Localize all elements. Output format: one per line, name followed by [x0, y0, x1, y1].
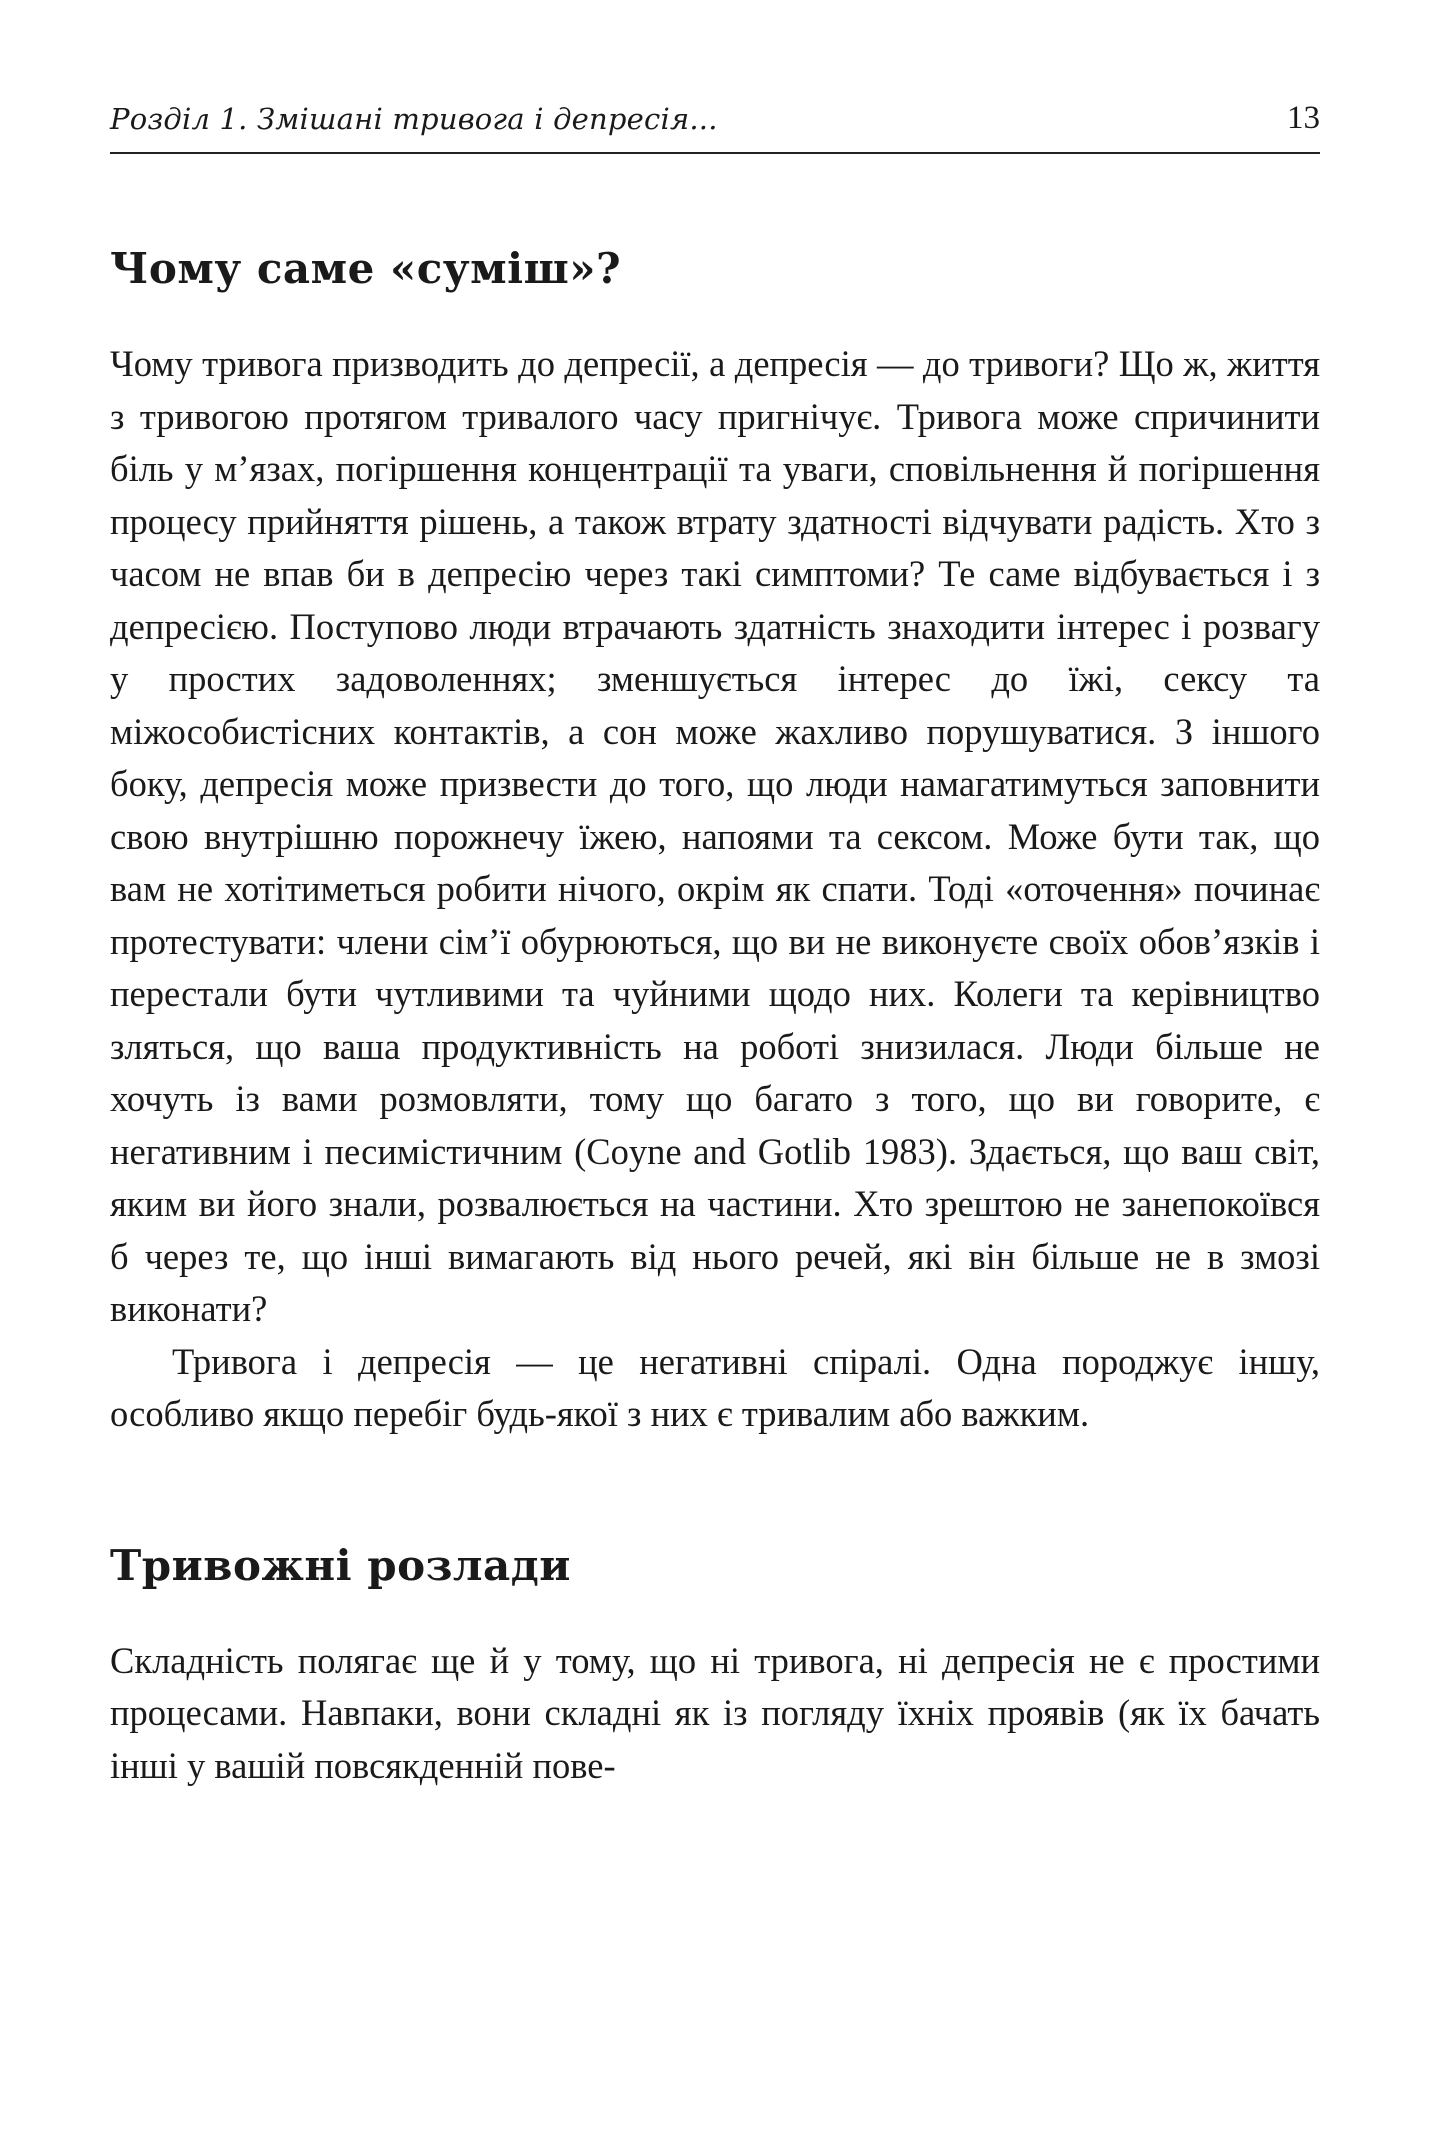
page-number: 13	[1287, 100, 1320, 136]
book-page	[110, 96, 1320, 2106]
chapter-running-title: Розділ 1. Змішані тривога і депресія...	[110, 102, 718, 136]
body-paragraph: Тривога і депресія — це негативні спіралі. Одна породжує іншу, особливо якщо перебіг будь-якої з них є тривалим або важким.	[110, 1340, 1320, 1434]
section-heading-why-mix: Чому саме «суміш»?	[110, 244, 622, 293]
section-heading-anxiety-disorders: Тривожні розлади	[110, 1540, 571, 1590]
running-header	[110, 96, 1320, 154]
body-paragraph: Складність полягає ще й у тому, що ні тривога, ні депресія не є простими процесами. Навпаки, вони складні як із погляду їхніх проявів (як їх бачать інші у вашій повсякденній пове-	[110, 1639, 1320, 1786]
body-paragraph: Чому тривога призводить до депресії, а депресія — до тривоги? Що ж, життя з тривогою протягом тривалого часу пригнічує. Тривога може спричинити біль у м’язах, погіршення концентрації та уваги, сповільнення й погіршення процесу прийняття рішень, а також втрату здатності відчувати радість. Хто з часом не впав би в депресію через такі симптоми? Те саме відбувається і з депресією. Поступово люди втрачають здатність знаходити інтерес і розвагу у простих задоволеннях; зменшується інтерес до їжі, сексу та міжособистісних контактів, а сон може жахливо порушуватися. З іншого боку, депресія може призвести до того, що люди намагатимуться заповнити свою внутрішню порожнечу їжею, напоями та сексом. Може бути так, що вам не хотітиметься робити нічого, окрім як спати. Тоді «оточення» починає протестувати: члени сім’ї обурюються, що ви не виконуєте своїх обов’язків і перестали бути чутливими та чуйними щодо них. Колеги та керівництво зляться, що ваша продуктивність на роботі знизилася. Люди більше не хочуть із вами розмовляти, тому що багато з того, що ви говорите, є негативним і песимістичним (Coyne and Gotlib 1983). Здається, що ваш світ, яким ви його знали, розвалюється на частини. Хто зрештою не занепокоївся б через те, що інші вимагають від нього речей, які він більше не в змозі виконати?	[110, 343, 1320, 1329]
